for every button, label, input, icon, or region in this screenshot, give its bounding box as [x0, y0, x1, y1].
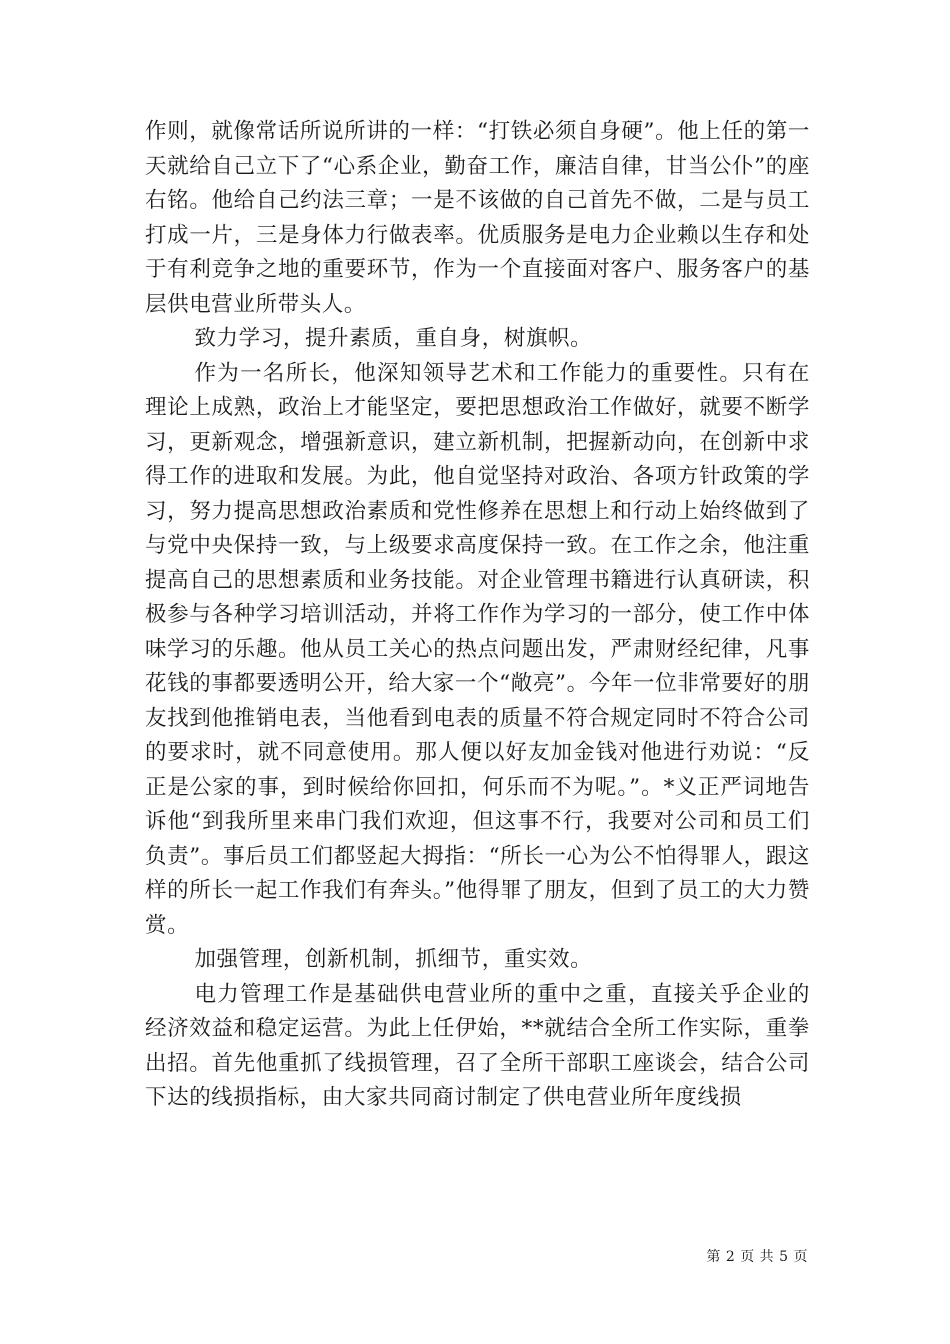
paragraph-continuation: 作则，就像常话所说所讲的一样：“打铁必须自身硬”。他上任的第一天就给自己立下了“心系企业，勤奋工作，廉洁自律，甘当公仆”的座右铭。他给自己约法三章；一是不该做的自己首先不做，二是与员工打成一片，三是身体力行做表率。优质服务是电力企业赖以生存和处于有利竞争之地的重要环节，作为一个直接面对客户、服务客户的基层供电营业所带头人。: [145, 119, 810, 317]
paragraph-management: 电力管理工作是基础供电营业所的重中之重，直接关乎企业的经济效益和稳定运营。为此上任伊始，**就结合全所工作实际，重拳出招。首先他重抓了线损管理，召了全所干部职工座谈会，结合公司下达的线损指标，由大家共同商讨制定了供电营业所年度线损: [145, 981, 810, 1110]
section-heading-management: 加强管理，创新机制，抓细节，重实效。: [194, 947, 593, 972]
document-body: [145, 115, 810, 1116]
section-heading-study: 致力学习，提升素质，重自身，树旗帜。: [194, 326, 593, 351]
paragraph-study: 作为一名所长，他深知领导艺术和工作能力的重要性。只有在理论上成熟，政治上才能坚定，要把思想政治工作做好，就要不断学习，更新观念，增强新意识，建立新机制，把握新动向，在创新中求得工作的进取和发展。为此，他自觉坚持对政治、各项方针政策的学习，努力提高思想政治素质和党性修养在思想上和行动上始终做到了与党中央保持一致，与上级要求高度保持一致。在工作之余，他注重提高自己的思想素质和业务技能。对企业管理书籍进行认真研读，积极参与各种学习培训活动，并将工作作为学习的一部分，使工作中体味学习的乐趣。他从员工关心的热点问题出发，严肃财经纪律，凡事花钱的事都要透明公开，给大家一个“敞亮”。今年一位非常要好的朋友找到他推销电表，当他看到电表的质量不符合规定同时不符合公司的要求时，就不同意使用。那人便以好友加金钱对他进行劝说：“反正是公家的事，到时候给你回扣，何乐而不为呢。”。*义正严词地告诉他“到我所里来串门我们欢迎，但这事不行，我要对公司和员工们负责”。事后员工们都竖起大拇指：“所长一心为公不怕得罪人，跟这样的所长一起工作我们有奔头。”他得罪了朋友，但到了员工的大力赞赏。: [145, 360, 810, 938]
page-number: 第 2 页 共 5 页: [706, 1249, 808, 1265]
